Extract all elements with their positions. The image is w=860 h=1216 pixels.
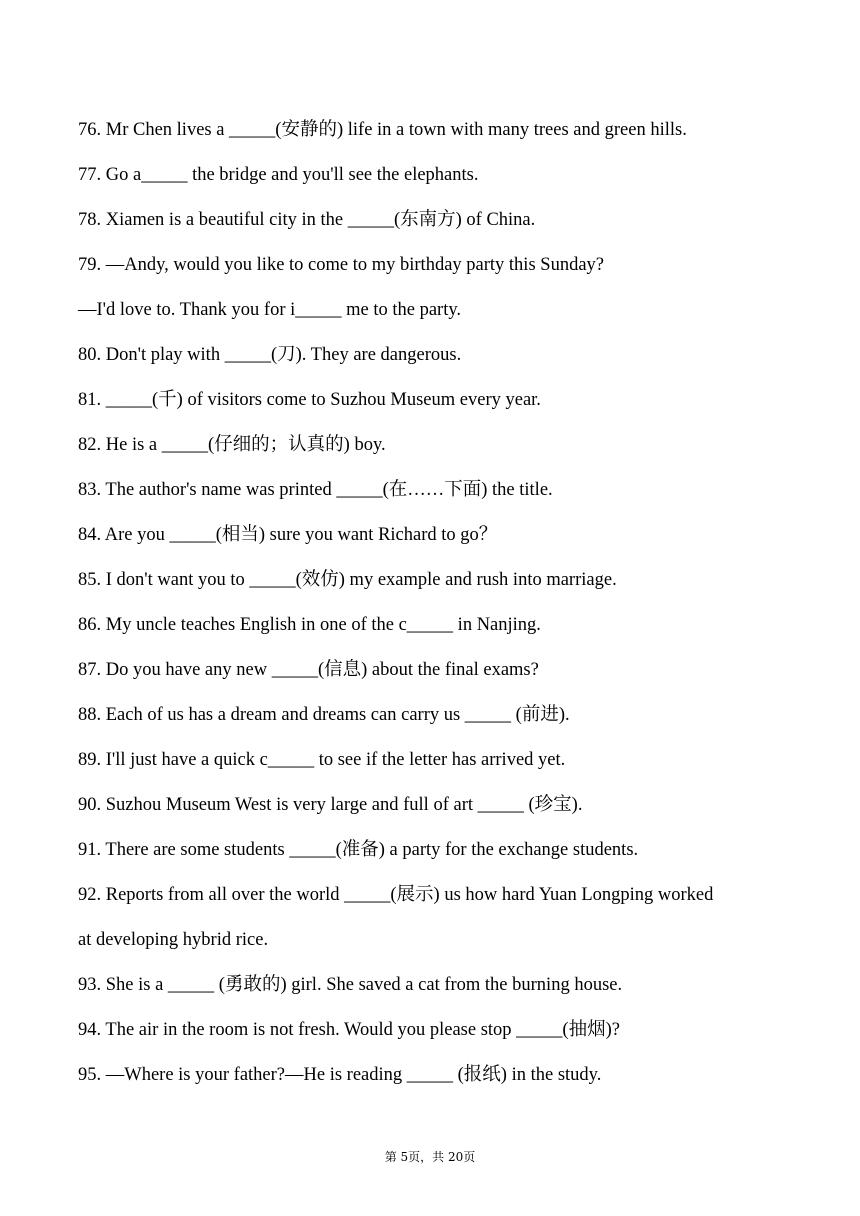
question-line: 90. Suzhou Museum West is very large and full of art _____ (珍宝). xyxy=(78,795,583,815)
question-line: 94. The air in the room is not fresh. Would you please stop _____(抽烟)? xyxy=(78,1020,620,1040)
question-line: 80. Don't play with _____(刀). They are dangerous. xyxy=(78,345,462,365)
question-line: 86. My uncle teaches English in one of the c_____ in Nanjing. xyxy=(78,615,541,635)
question-line: 95. —Where is your father?—He is reading _____ (报纸) in the study. xyxy=(78,1065,602,1085)
question-line: 87. Do you have any new _____(信息) about the final exams? xyxy=(78,660,539,680)
question-line: 91. There are some students _____(准备) a party for the exchange students. xyxy=(78,840,639,860)
question-line: 84. Are you _____(相当) sure you want Richard to go？ xyxy=(78,525,498,545)
question-line: 81. _____(千) of visitors come to Suzhou Museum every year. xyxy=(78,390,541,410)
question-line: 77. Go a_____ the bridge and you'll see the elephants. xyxy=(78,165,479,185)
question-line: 88. Each of us has a dream and dreams can carry us _____ (前进). xyxy=(78,705,570,725)
question-list xyxy=(78,108,798,1098)
question-line: 92. Reports from all over the world _____(展示) us how hard Yuan Longping worked xyxy=(78,885,714,905)
question-line: 79. —Andy, would you like to come to my birthday party this Sunday? xyxy=(78,255,604,275)
question-line: —I'd love to. Thank you for i_____ me to the party. xyxy=(78,300,462,320)
question-line: 89. I'll just have a quick c_____ to see if the letter has arrived yet. xyxy=(78,750,566,770)
page-number-footer: 第 5页，共 20页 xyxy=(384,1150,476,1164)
question-line: 83. The author's name was printed _____(在……下面) the title. xyxy=(78,480,553,500)
question-line: 76. Mr Chen lives a _____(安静的) life in a town with many trees and green hills. xyxy=(78,120,687,140)
question-line: 93. She is a _____ (勇敢的) girl. She saved a cat from the burning house. xyxy=(78,975,623,995)
question-line: 85. I don't want you to _____(效仿) my example and rush into marriage. xyxy=(78,570,617,590)
question-line: at developing hybrid rice. xyxy=(78,930,269,950)
question-line: 78. Xiamen is a beautiful city in the _____(东南方) of China. xyxy=(78,210,536,230)
question-line: 82. He is a _____(仔细的；认真的) boy. xyxy=(78,435,386,455)
